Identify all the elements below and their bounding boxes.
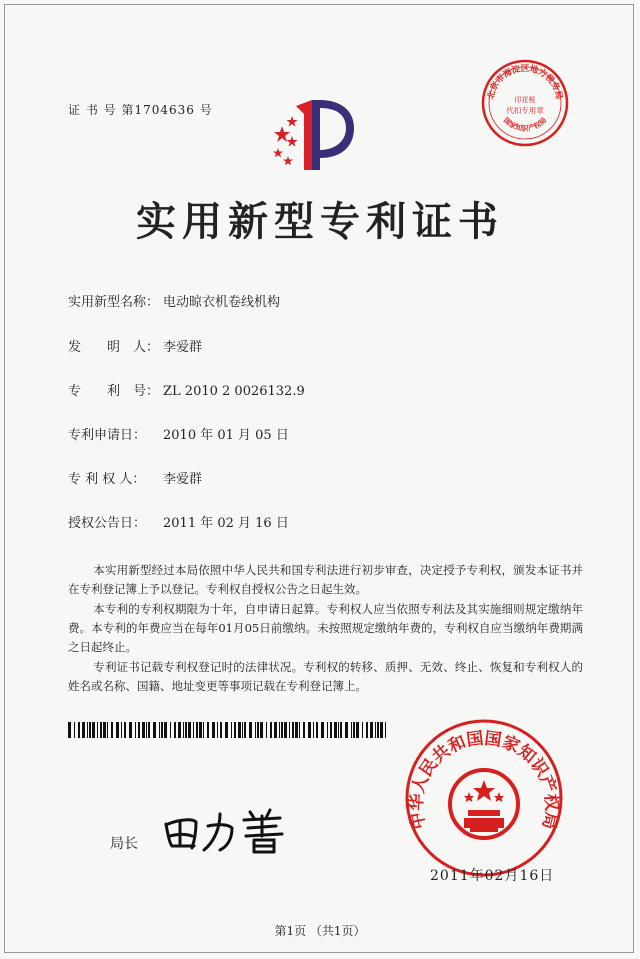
- barcode-bar: [295, 722, 298, 738]
- barcode-bar: [82, 722, 85, 738]
- barcode-bar: [97, 722, 98, 738]
- barcode-bar: [303, 722, 305, 738]
- barcode-bar: [138, 722, 140, 738]
- field-label: 专 利 号：: [68, 384, 160, 399]
- field-value: 2011 年 02 月 16 日: [163, 516, 289, 531]
- barcode-bar: [129, 722, 132, 738]
- barcode-bar: [107, 722, 108, 738]
- field-patentee: [68, 468, 202, 487]
- barcode-bar: [249, 722, 252, 738]
- barcode-bar: [124, 722, 126, 738]
- barcode-bar: [281, 722, 283, 738]
- barcode-bar: [345, 722, 348, 738]
- barcode-bar: [121, 722, 122, 738]
- barcode-bar: [370, 722, 373, 738]
- barcode-bar: [292, 722, 294, 738]
- tax-seal-stamp: [480, 58, 570, 148]
- barcode-bar: [279, 722, 280, 738]
- barcode-bar: [103, 722, 106, 738]
- issue-date: 2011年02月16日: [430, 868, 555, 884]
- barcode-bar: [148, 722, 150, 738]
- barcode-bar: [78, 722, 80, 738]
- barcode-bar: [196, 722, 198, 738]
- barcode-bar: [274, 722, 277, 738]
- barcode-bar: [153, 722, 156, 738]
- barcode-bar: [334, 722, 337, 738]
- barcode-bar: [111, 722, 113, 738]
- barcode-bar: [289, 722, 290, 738]
- barcode-bar: [146, 722, 147, 738]
- barcode-bar: [313, 722, 314, 738]
- barcode-bar: [377, 722, 379, 738]
- barcode-bar: [87, 722, 88, 738]
- barcode-bar: [242, 722, 243, 738]
- field-label: 授权公告日：: [68, 516, 147, 531]
- barcode-bar: [330, 722, 332, 738]
- barcode-bar: [92, 722, 95, 738]
- field-value: 李爱群: [163, 340, 203, 355]
- barcode-bar: [207, 722, 209, 738]
- field-application-date: [68, 424, 289, 443]
- barcode-bar: [135, 722, 136, 738]
- barcode-bar: [142, 722, 145, 738]
- national-ip-seal-stamp: [404, 718, 564, 878]
- tax-seal-center-line1: 印花税: [514, 96, 536, 104]
- tax-seal-bottom-text: 国家知识产权局: [501, 116, 549, 133]
- signature-handwriting-icon: [158, 806, 308, 856]
- barcode-bar: [316, 722, 318, 738]
- barcode-bar: [353, 722, 355, 738]
- barcode-bar: [238, 722, 241, 738]
- barcode-bar: [380, 722, 383, 738]
- barcode-bar: [174, 722, 176, 738]
- barcode-bar: [299, 722, 300, 738]
- barcode-bar: [199, 722, 202, 738]
- field-label: 实用新型名称：: [68, 295, 160, 310]
- svg-text:国家知识产权局: [502, 115, 548, 132]
- tax-seal-ring-text: 北京市海淀区地方税务局: [486, 64, 564, 101]
- barcode-bar: [356, 722, 359, 738]
- barcode-bar: [203, 722, 204, 738]
- barcode-bar: [308, 722, 311, 738]
- barcode-bar: [164, 722, 167, 738]
- barcode-bar: [351, 722, 352, 738]
- body-paragraph-2: 本专利的专利权期限为十年，自申请日起算。专利权人应当依照专利法及其实施细则规定缴纳年费。本专利的年费应当在每年01月05日前缴纳。未按照规定缴纳年费的，专利权自应当缴纳年费期满之日起终止。: [68, 602, 583, 654]
- barcode-bar: [385, 722, 386, 738]
- field-value: 2010 年 01 月 05 日: [163, 428, 289, 443]
- barcode-bar: [284, 722, 287, 738]
- barcode-bar: [217, 722, 218, 738]
- barcode-bar: [188, 722, 191, 738]
- barcode-bar: [193, 722, 194, 738]
- body-paragraph-1: 本实用新型经过本局依照中华人民共和国专利法进行初步审查，决定授予专利权，颁发本证书并在专利登记簿上予以登记。专利权自授权公告之日起生效。: [68, 563, 583, 596]
- body-paragraph-3: 专利证书记载专利权登记时的法律状况。专利权的转移、质押、无效、终止、恢复和专利权人的姓名或名称、国籍、地址变更等事项记载在专利登记簿上。: [68, 660, 583, 693]
- field-value: ZL 2010 2 0026132.9: [163, 384, 305, 399]
- barcode-bar: [185, 722, 187, 738]
- barcode-bar: [234, 722, 236, 738]
- barcode-bar: [170, 722, 171, 738]
- certificate-number: 证 书 号 第1704636 号: [68, 103, 213, 117]
- barcode-bar: [89, 722, 91, 738]
- barcode-bar: [212, 722, 215, 738]
- field-inventor: [68, 336, 202, 355]
- barcode-bar: [220, 722, 222, 738]
- barcode-bar: [338, 722, 339, 738]
- barcode-bar: [74, 722, 75, 738]
- national-emblem-icon: [450, 770, 518, 838]
- barcode: [68, 722, 386, 738]
- barcode-bar: [244, 722, 246, 738]
- field-label: 专 利 权 人：: [68, 472, 146, 487]
- page-footer: 第1页 （共1页）: [274, 924, 366, 938]
- barcode-bar: [231, 722, 232, 738]
- barcode-bar: [340, 722, 342, 738]
- field-label: 专利申请日：: [68, 428, 147, 443]
- barcode-bar: [375, 722, 376, 738]
- barcode-bar: [255, 722, 256, 738]
- barcode-bar: [161, 722, 163, 738]
- barcode-bar: [321, 722, 324, 738]
- patent-office-logo-icon: [268, 96, 354, 176]
- barcode-bar: [159, 722, 160, 738]
- field-grant-date: [68, 512, 289, 531]
- national-seal-ring-text: 中华人民共和国国家知识产权局: [406, 728, 562, 832]
- barcode-bar: [260, 722, 263, 738]
- director-label: 局长: [110, 836, 138, 852]
- barcode-bar: [266, 722, 267, 738]
- barcode-bar: [257, 722, 259, 738]
- field-value: 电动晾衣机卷线机构: [163, 295, 281, 310]
- field-label: 发 明 人：: [68, 340, 160, 355]
- barcode-bar: [362, 722, 363, 738]
- barcode-bar: [68, 722, 71, 738]
- field-value: 李爱群: [163, 472, 203, 487]
- tax-seal-center-line2: 代扣专用章: [506, 106, 544, 115]
- barcode-bar: [225, 722, 228, 738]
- certificate-title: 实用新型专利证书: [136, 198, 504, 245]
- barcode-bar: [116, 722, 119, 738]
- barcode-bar: [366, 722, 368, 738]
- barcode-bar: [178, 722, 181, 738]
- barcode-bar: [327, 722, 328, 738]
- barcode-bar: [270, 722, 272, 738]
- field-patent-number: [68, 380, 305, 399]
- barcode-bar: [100, 722, 102, 738]
- field-utility-model-name: [68, 291, 280, 310]
- barcode-bar: [183, 722, 184, 738]
- director-signature: [158, 806, 308, 856]
